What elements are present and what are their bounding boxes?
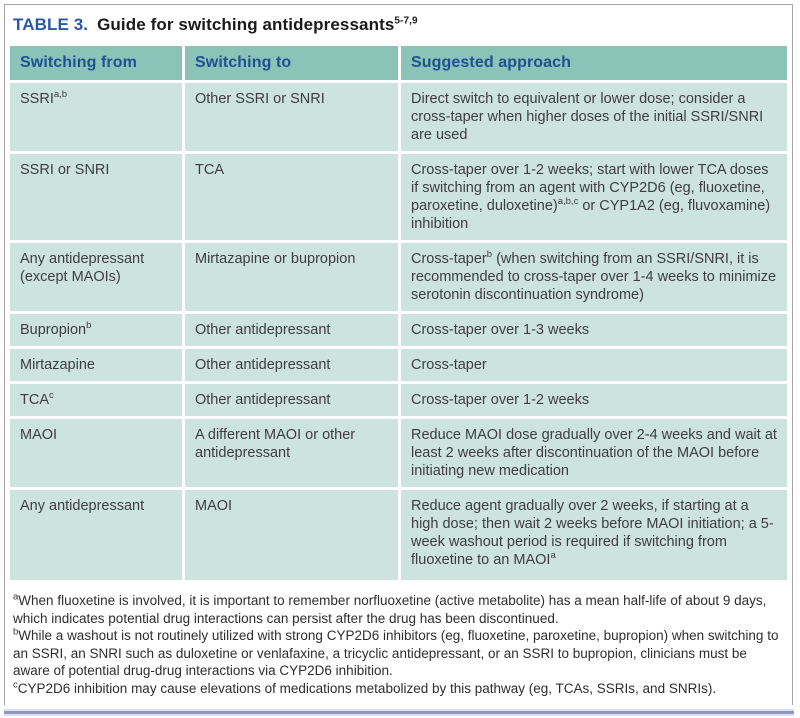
cell-switching-from: Any antidepressant: [10, 490, 182, 580]
cell-switching-to: Other antidepressant: [185, 314, 398, 346]
col-header-switching-to: Switching to: [185, 46, 398, 80]
cell-switching-from: Mirtazapine: [10, 349, 182, 381]
table-title-main: Guide for switching antidepressants: [97, 15, 395, 34]
table-title-text: [97, 15, 418, 34]
cell-switching-to: Other antidepressant: [185, 349, 398, 381]
table-row-any-antidepressant-except-maois: [10, 243, 787, 311]
switching-guide-table: [7, 43, 790, 583]
table-row-bupropion: [10, 314, 787, 346]
cell-switching-from: SSRI$^{a,b}$: [10, 83, 182, 151]
cell-switching-to: MAOI: [185, 490, 398, 580]
col-header-suggested-approach: Suggested approach: [401, 46, 787, 80]
cell-suggested-approach: Cross-taper over 1-2 weeks; start with lower TCA doses if switching from an agent with CYP2D6 (eg, fluoxetine, paroxetine, duloxetine)$^{a,b,c}$ or CYP1A2 (eg, fluvoxamine) inhibition: [401, 154, 787, 240]
col-header-switching-from: Switching from: [10, 46, 182, 80]
cell-switching-to: TCA: [185, 154, 398, 240]
cell-suggested-approach: Cross-taper over 1-2 weeks: [401, 384, 787, 416]
cell-suggested-approach: Direct switch to equivalent or lower dose; consider a cross-taper when higher doses of the initial SSRI/SNRI are used: [401, 83, 787, 151]
table-row-any-antidepressant-to-maoi: [10, 490, 787, 580]
bottom-divider-rule: [4, 711, 794, 714]
cell-suggested-approach: Cross-taper: [401, 349, 787, 381]
footnote-c: $^c$CYP2D6 inhibition may cause elevations of medications metabolized by this pathway (eg, TCAs, SSRIs, and SNRIs).: [13, 679, 717, 696]
cell-suggested-approach: Cross-taper over 1-3 weeks: [401, 314, 787, 346]
table-row-mirtazapine: [10, 349, 787, 381]
table-row-ssri: [10, 83, 787, 151]
antidepressant-switching-table-card: [4, 4, 793, 705]
footnote-b: $^b$While a washout is not routinely utilized with strong CYP2D6 inhibitors (eg, fluoxetine, paroxetine, bupropion) when switching to an SSRI, an SNRI such as duloxetine or venlafaxine, a tricyclic antidepressant, or an SSRI to bupropion, clinicians must be aware of potential drug-drug interactions via CYP2D6 inhibition.: [13, 626, 779, 678]
cell-switching-from: SSRI or SNRI: [10, 154, 182, 240]
cell-suggested-approach: Reduce MAOI dose gradually over 2-4 weeks and wait at least 2 weeks after discontinuation of the MAOI before initiating new medication: [401, 419, 787, 487]
header-row: [10, 46, 787, 80]
footnote-a: $^a$When fluoxetine is involved, it is important to remember norfluoxetine (active metabolite) has a mean half-life of about 9 days, which indicates potential drug interactions can persist after the drug has been discontinued.: [13, 591, 767, 626]
cell-switching-from: TCA$^c$: [10, 384, 182, 416]
cell-switching-from: Bupropion$^b$: [10, 314, 182, 346]
table-row-tca: [10, 384, 787, 416]
cell-switching-to: Mirtazapine or bupropion: [185, 243, 398, 311]
table-number-label: TABLE 3.: [13, 15, 89, 34]
cell-switching-to: A different MAOI or other antidepressant: [185, 419, 398, 487]
table-row-ssri-or-snri: [10, 154, 787, 240]
table-title: [5, 5, 792, 43]
cell-suggested-approach: Cross-taper$^b$ (when switching from an SSRI/SNRI, it is recommended to cross-taper over 1-4 weeks to minimize serotonin discontinuation syndrome): [401, 243, 787, 311]
cell-switching-to: Other SSRI or SNRI: [185, 83, 398, 151]
cell-switching-from: MAOI: [10, 419, 182, 487]
footnotes-section: [5, 585, 792, 705]
cell-switching-from: Any antidepressant (except MAOIs): [10, 243, 182, 311]
cell-switching-to: Other antidepressant: [185, 384, 398, 416]
table-row-maoi: [10, 419, 787, 487]
title-reference-superscript: 5-7,9: [394, 15, 418, 27]
cell-suggested-approach: Reduce agent gradually over 2 weeks, if starting at a high dose; then wait 2 weeks before MAOI initiation; a 5-week washout period is required if switching from fluoxetine to an MAOI$^a$: [401, 490, 787, 580]
